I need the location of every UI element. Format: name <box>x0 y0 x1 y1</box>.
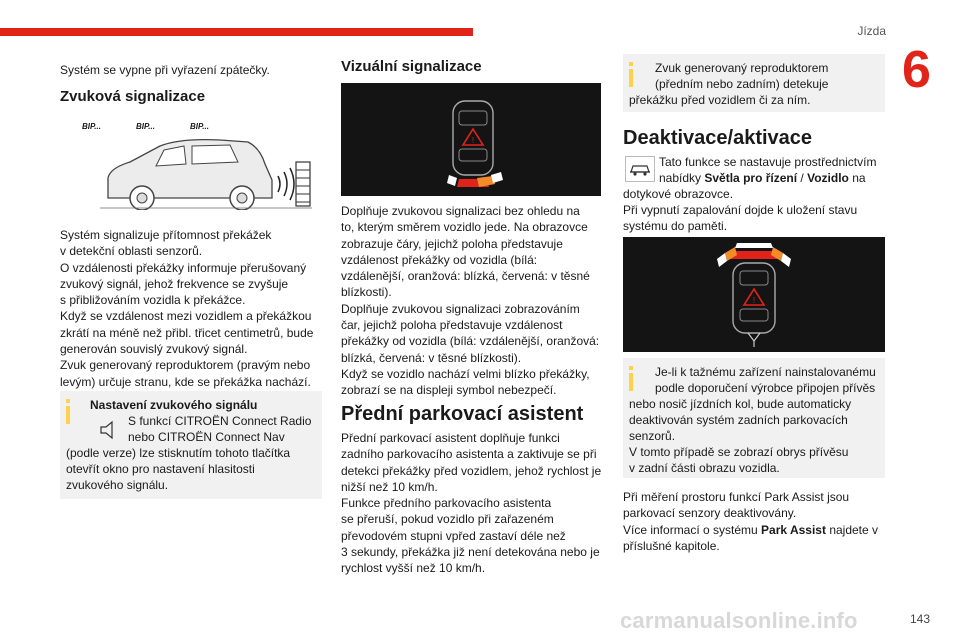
info-line: zvukového signálu. <box>66 478 169 492</box>
heading-sound-signal: Zvuková signalizace <box>60 88 206 105</box>
rear-sensor-screen-illustration <box>341 83 601 196</box>
info-line: V tomto případě se zobrazí obrys přívěsu <box>629 445 849 459</box>
section-title: Jízda <box>857 24 886 38</box>
info-line: překážku před vozidlem či za ním. <box>629 93 811 107</box>
info-line: (podle verze) lze stisknutím tohoto tlačítka <box>66 446 291 460</box>
paragraph-line: Funkce předního parkovacího asistenta <box>341 496 552 511</box>
paragraph-line: parkovací senzory deaktivovány. <box>623 506 797 521</box>
paragraph-line: převodovém stupni vpřed zastaví déle než <box>341 528 566 543</box>
visual-text-block <box>341 203 599 399</box>
paragraph-line: Systém signalizuje přítomnost překážek <box>60 228 272 242</box>
page-number: 143 <box>910 612 931 626</box>
paragraph-line: blízká, červená: v těsné blízkosti). <box>341 350 522 365</box>
paragraph-line: vzdálenější, oranžová: blízká, červená: v těsné <box>341 269 590 284</box>
paragraph-line: zkrátí na méně než přibl. třicet centimetrů, bude <box>60 325 314 340</box>
info-icon <box>66 399 70 403</box>
paragraph-line: Doplňuje zvukovou signalizaci zobrazováním <box>341 301 580 316</box>
chapter-number: 6 <box>902 41 931 99</box>
sound-text-block <box>60 227 313 390</box>
paragraph-line: překážky od vozidla (bílá: vzdálenější, oranžová: <box>341 334 600 349</box>
paragraph-line: vzdálenost překážky od vozidla (bílá: <box>341 252 538 267</box>
paragraph-line: Doplňuje zvukovou signalizaci bez ohledu na <box>341 204 580 218</box>
info-line: Zvuk generovaný reproduktorem <box>655 61 829 75</box>
info-line: nebo nosič jízdních kol, bude automaticky <box>629 397 852 411</box>
paragraph-line: detekci překážky před vozidlem, jehož rychlost je <box>341 463 602 478</box>
info-icon <box>629 366 633 370</box>
info-icon-bar <box>629 373 633 391</box>
info-icon-bar <box>66 406 70 424</box>
info-line: (předním nebo zadním) detekuje <box>655 77 829 91</box>
paragraph-line: zadního parkovacího asistenta a zaktivuje se při <box>341 447 597 462</box>
paragraph-line: Když se vozidlo nachází velmi blízko překážky, <box>341 366 590 381</box>
car-beep-illustration <box>60 118 322 210</box>
info-line: v zadní části obrazu vozidla. <box>629 461 780 475</box>
info-line: senzorů. <box>629 429 676 443</box>
paragraph-line: Přední parkovací asistent doplňuje funkci <box>341 431 560 445</box>
paragraph-line: příslušné kapitole. <box>623 538 720 553</box>
info-line: Je-li k tažnému zařízení nainstalovanému <box>655 365 876 379</box>
info-line: podle doporučení výrobce připojen přívěs <box>655 381 876 395</box>
info-line: deaktivován systém zadních parkovacích <box>629 413 848 427</box>
heading-visual-signal: Vizuální signalizace <box>341 58 482 75</box>
vehicle-menu-icon <box>625 156 655 182</box>
paragraph-line: v detekční oblasti senzorů. <box>60 244 203 259</box>
deact-line-menu: nabídky Světla pro řízení / Vozidlo na <box>659 171 866 185</box>
paragraph-line: O vzdálenosti překážky informuje přerušovaný <box>60 260 307 275</box>
info-box-speaker <box>623 54 885 112</box>
paragraph-line: Zvuk generovaný reproduktorem (pravým nebo <box>60 358 311 373</box>
info-box-sound-settings <box>60 391 322 499</box>
paragraph-line: Když se vzdálenost mezi vozidlem a překážkou <box>60 309 312 324</box>
paragraph-line: zvukový signál, jehož frekvence se zvyšuje <box>60 276 289 291</box>
paragraph-line: se přeruší, pokud vozidlo při zařazeném <box>341 512 554 527</box>
deact-line: dotykové obrazovce. <box>623 187 734 201</box>
info-line: S funkcí CITROËN Connect Radio <box>128 414 312 428</box>
paragraph-line: zobrazuje čáry, jejichž poloha představuje <box>341 236 563 251</box>
paragraph-line: zobrazí se na displeji symbol nebezpečí. <box>341 383 557 398</box>
speaker-icon <box>98 419 118 441</box>
paragraph-line: s přibližováním vozidla k překážce. <box>60 293 246 308</box>
car-top-view-icon <box>341 83 601 196</box>
paragraph-line: Při měření prostoru funkcí Park Assist jsou <box>623 490 850 504</box>
front-assist-text-block <box>341 430 601 577</box>
deact-line: Při vypnutí zapalování dojde k uložení stavu <box>623 203 858 217</box>
menu-vehicle-ref: Vozidlo <box>807 171 849 185</box>
paragraph-line: to, kterým směrem vozidlo jede. Na obrazovce <box>341 220 588 235</box>
car-top-view-front-icon <box>623 237 885 352</box>
paragraph-line: blízkosti). <box>341 285 392 300</box>
intro-text: Systém se vypne při vyřazení zpátečky. <box>60 63 270 77</box>
info-line: otevřít okno pro nastavení hlasitosti <box>66 462 255 476</box>
info-icon-bar <box>629 69 633 87</box>
paragraph-line: generován souvislý zvukový signál. <box>60 342 248 357</box>
park-assist-ref: Park Assist <box>761 522 826 537</box>
beep-label: BIP... <box>190 122 209 131</box>
paragraph-line: rychlost vyšší než 10 km/h. <box>341 561 486 576</box>
beep-label: BIP... <box>82 122 101 131</box>
menu-light-ref: Světla pro řízení <box>704 171 798 185</box>
info-title: Nastavení zvukového signálu <box>90 398 258 412</box>
paragraph-line: levým) určuje stranu, kde se překážka nachází. <box>60 374 311 389</box>
car-rear-icon <box>60 118 322 210</box>
info-box-trailer <box>623 358 885 478</box>
paragraph-line: Více informací o systému Park Assist najdete v <box>623 522 879 537</box>
heading-front-park-assist: Přední parkovací asistent <box>341 403 584 425</box>
deact-line: systému do paměti. <box>623 219 728 233</box>
info-line: nebo CITROËN Connect Nav <box>128 430 285 444</box>
watermark: carmanualsonline.info <box>620 608 858 633</box>
heading-deactivation: Deaktivace/aktivace <box>623 127 813 149</box>
svg-text:!: ! <box>752 296 756 305</box>
beep-label: BIP... <box>136 122 155 131</box>
paragraph-line: čar, jejichž poloha představuje vzdálenost <box>341 318 563 333</box>
front-sensor-screen-illustration <box>623 237 885 352</box>
header-accent-bar <box>0 28 473 36</box>
svg-text:!: ! <box>471 136 475 145</box>
paragraph-line: 3 sekundy, překážka již není detekována nebo je <box>341 545 600 560</box>
info-icon <box>629 62 633 66</box>
deact-line: Tato funkce se nastavuje prostřednictvím <box>659 155 877 169</box>
paragraph-line: nižší než 10 km/h. <box>341 479 438 494</box>
park-assist-text-block <box>623 489 878 554</box>
